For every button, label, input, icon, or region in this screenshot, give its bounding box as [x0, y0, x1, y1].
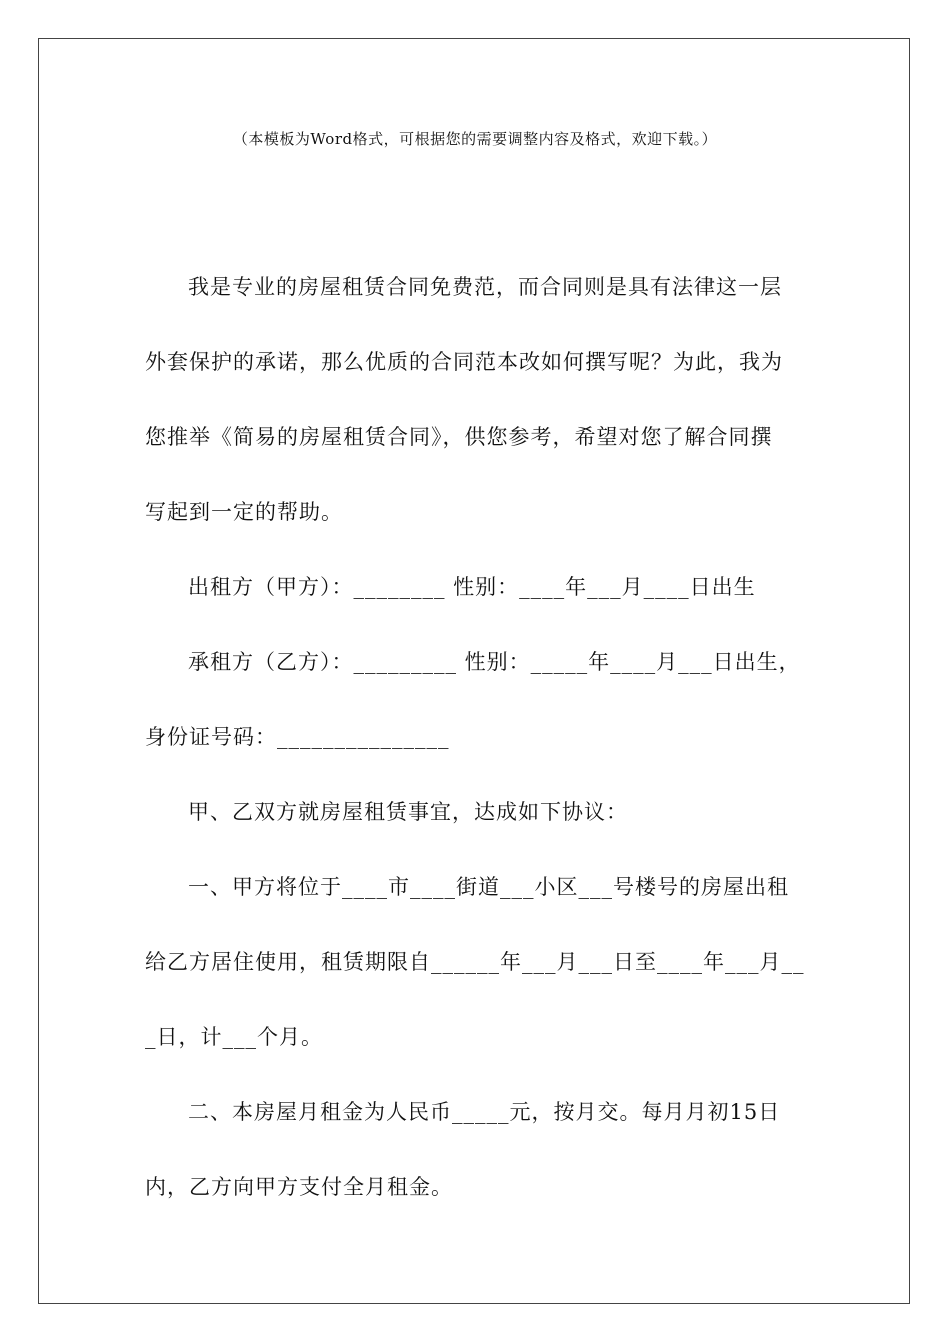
- intro-line-4: 写起到一定的帮助。: [145, 500, 343, 524]
- clause-1-line-1: 一、甲方将位于____市____街道___小区___号楼号的房屋出租: [188, 875, 789, 899]
- clause-1-line-2: 给乙方居住使用，租赁期限自______年___月___日至____年___月__: [145, 950, 805, 974]
- intro-line-2: 外套保护的承诺，那么优质的合同范本改如何撰写呢？为此，我为: [145, 350, 783, 374]
- intro-line-3: 您推举《简易的房屋租赁合同》，供您参考，希望对您了解合同撰: [145, 425, 773, 449]
- clause-1-line-3: _日，计___个月。: [145, 1025, 323, 1049]
- id-number-line: 身份证号码：_______________: [145, 725, 450, 749]
- template-note: （本模板为Word格式，可根据您的需要调整内容及格式，欢迎下载。）: [232, 130, 718, 148]
- lessee-line: 承租方（乙方）：_________ 性别：_____年____月___日出生，: [188, 650, 801, 674]
- clause-2-line-1: 二、本房屋月租金为人民币_____元，按月交。每月月初15日: [188, 1100, 781, 1124]
- lessor-line: 出租方（甲方）：________ 性别：____年___月____日出生: [188, 575, 756, 599]
- intro-line-1: 我是专业的房屋租赁合同免费范，而合同则是具有法律这一层: [188, 275, 782, 299]
- agreement-intro: 甲、乙双方就房屋租赁事宜，达成如下协议：: [188, 800, 628, 824]
- clause-2-line-2: 内，乙方向甲方支付全月租金。: [145, 1175, 453, 1199]
